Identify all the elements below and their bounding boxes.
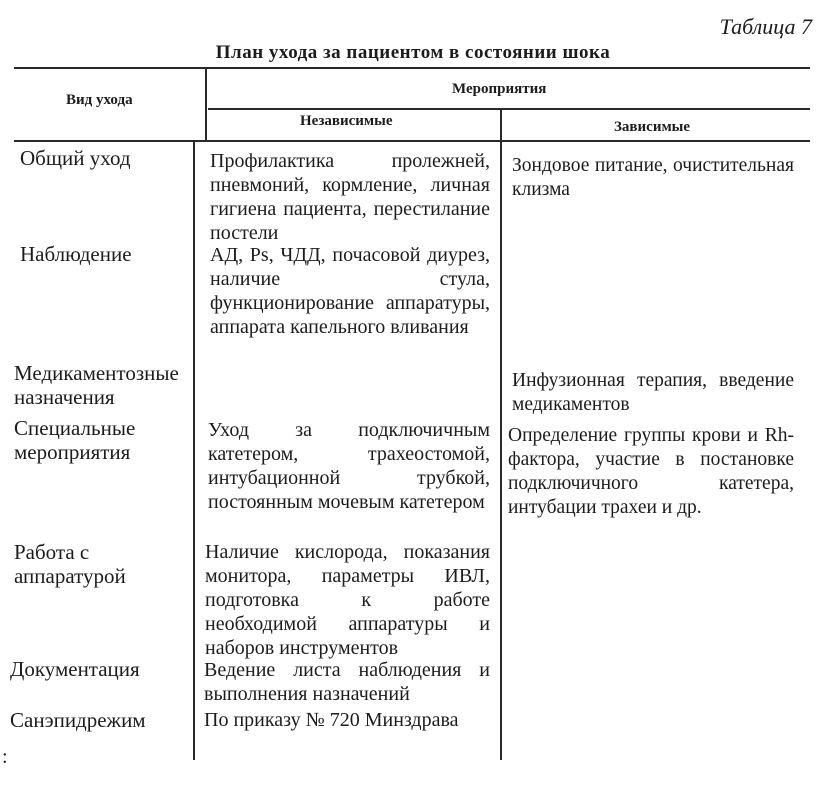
table-number-caption: Таблица 7 bbox=[719, 14, 812, 39]
independent-observation: АД, Ps, ЧДД, почасовой диурез, наличие стула, функционирование аппаратуры, аппарата капельного вливания bbox=[210, 244, 490, 338]
category-equipment: Работа с аппаратурой bbox=[14, 540, 126, 588]
category-observation: Наблюдение bbox=[20, 242, 132, 266]
independent-equipment: Наличие кислорода, показания монитора, параметры ИВЛ, подготовка к работе необходимой аппаратуры и наборов инструментов bbox=[205, 541, 490, 659]
header-type-of-care: Вид ухода bbox=[66, 92, 133, 108]
category-sanitary-regime: Санэпидрежим bbox=[10, 708, 146, 732]
header-divider-left bbox=[205, 67, 207, 140]
dependent-special-measures: Определение группы крови и Rh-фактора, участие в постановке подключичного катетера, интубации трахеи и др. bbox=[508, 425, 794, 518]
dependent-medication: Инфузионная терапия, введение медикаментов bbox=[512, 370, 794, 415]
independent-special-measures: Уход за подключичным катетером, трахеостомой, интубационной трубкой, постоянным мочевым катетером bbox=[208, 419, 490, 513]
dependent-general-care: Зондовое питание, очистительная клизма bbox=[512, 155, 794, 200]
measures-header-rule bbox=[208, 108, 810, 110]
independent-sanitary-regime: По приказу № 720 Минздрава bbox=[204, 709, 459, 731]
top-rule bbox=[14, 67, 810, 69]
category-special-measures: Специальные мероприятия bbox=[14, 416, 136, 464]
independent-general-care: Профилактика пролежней, пневмоний, кормление, личная гигиена пациента, перестилание постели bbox=[210, 150, 490, 244]
column-divider-independent-dependent bbox=[500, 108, 502, 760]
category-medication: Медикаментозные назначения bbox=[14, 361, 179, 409]
column-divider-category bbox=[193, 140, 195, 760]
header-dependent: Зависимые bbox=[614, 119, 691, 135]
header-measures: Мероприятия bbox=[452, 81, 547, 97]
category-general-care: Общий уход bbox=[20, 146, 131, 170]
header-bottom-rule bbox=[14, 140, 810, 142]
category-documentation: Документация bbox=[10, 657, 140, 681]
independent-documentation: Ведение листа наблюдения и выполнения назначений bbox=[204, 659, 490, 705]
stray-mark: : bbox=[2, 746, 8, 768]
table-title: План ухода за пациентом в состоянии шока bbox=[215, 42, 611, 63]
header-independent: Независимые bbox=[300, 113, 393, 129]
